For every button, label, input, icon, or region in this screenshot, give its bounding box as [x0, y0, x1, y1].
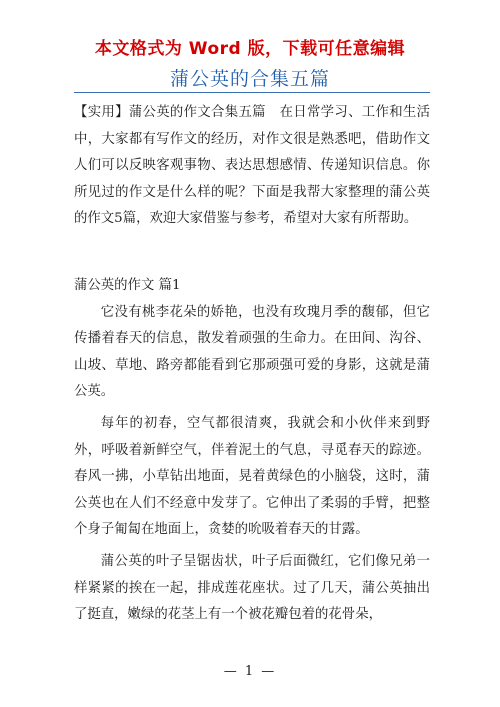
intro-paragraph: 【实用】蒲公英的作文合集五篇 在日常学习、工作和生活中，大家都有写作文的经历，对作文很是熟悉吧，借助作文人们可以反映客观事物、表达思想感情、传递知识信息。你所见过的作文是什么样的呢？下面是我帮大家整理的蒲公英的作文5篇，欢迎大家借鉴与参考，希望对大家有所帮助。 — [74, 105, 430, 227]
page-number: — 1 — — [223, 664, 277, 679]
document-body — [74, 100, 430, 634]
title-underline — [74, 92, 430, 93]
body-paragraph: 蒲公英的叶子呈锯齿状，叶子后面微红，它们像兄弟一样紧紧的挨在一起，排成莲花座状。过了几天，蒲公英抽出了挺直，嫩绿的花茎上有一个被花瓣包着的花骨朵， — [74, 553, 430, 623]
format-banner: 本文格式为 Word 版，下载可任意编辑 — [94, 39, 406, 59]
body-paragraph: 它没有桃李花朵的娇艳，也没有玫瑰月季的馥郁，但它传播着春天的信息，散发着顽强的生命力。在田间、沟谷、山坡、草地、路旁都能看到它那顽强可爱的身影，这就是蒲公英。 — [74, 304, 430, 400]
body-paragraph: 每年的初春，空气都很清爽，我就会和小伙伴来到野外，呼吸着新鲜空气，伴着泥土的气息，寻觅春天的踪迹。春风一拂，小草钻出地面，晃着黄绿色的小脑袋，这时，蒲公英也在人们不经意中发芽了。它伸出了柔弱的手臂，把整个身子匍匐在地面上，贪婪的吮吸着春天的甘露。 — [74, 415, 430, 538]
section-heading: 蒲公英的作文 篇1 — [74, 277, 181, 293]
page-title: 蒲公英的合集五篇 — [169, 68, 330, 90]
